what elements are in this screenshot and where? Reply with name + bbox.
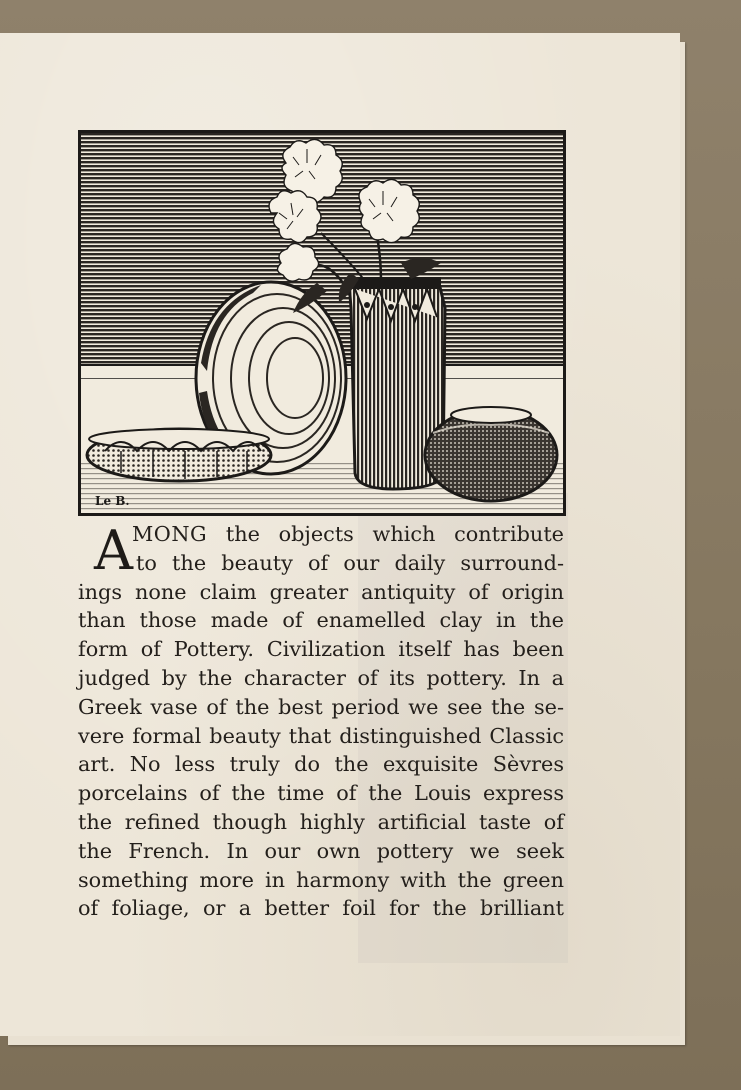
text-line-13: something more in harmony with the green: [78, 867, 564, 892]
round-pot: [425, 407, 557, 501]
drop-cap: A: [94, 519, 133, 582]
text-line-4: than those made of enamelled clay in the: [78, 608, 564, 633]
text-line-11: the refined though highly artificial taste of: [78, 809, 564, 834]
text-line-7: Greek vase of the best period we see the se-: [78, 694, 564, 719]
text-line-14: of foliage, or a better foil for the brilliant: [78, 896, 564, 921]
text-line-10: porcelains of the time of the Louis express: [78, 781, 564, 806]
line-1-text: the objects which contribute: [207, 522, 564, 546]
text-line-3: ings none claim greater antiquity of origin: [78, 579, 564, 604]
text-line-2: to the beauty of our daily surround-: [136, 550, 564, 575]
shallow-bowl: [87, 429, 271, 481]
text-line-9: art. No less truly do the exquisite Sèvres: [78, 752, 564, 777]
text-line-6: judged by the character of its pottery. In a: [78, 665, 564, 690]
text-line-5: form of Pottery. Civilization itself has been: [78, 637, 564, 662]
artist-signature: Le B.: [95, 494, 130, 508]
text-line-12: the French. In our own pottery we seek: [78, 838, 564, 863]
body-text: [78, 520, 564, 923]
lead-caps: MONG: [132, 522, 208, 546]
book-page: [0, 33, 680, 1036]
woodcut-illustration: [78, 130, 566, 516]
text-line-8: vere formal beauty that distinguished Classic: [78, 723, 564, 748]
